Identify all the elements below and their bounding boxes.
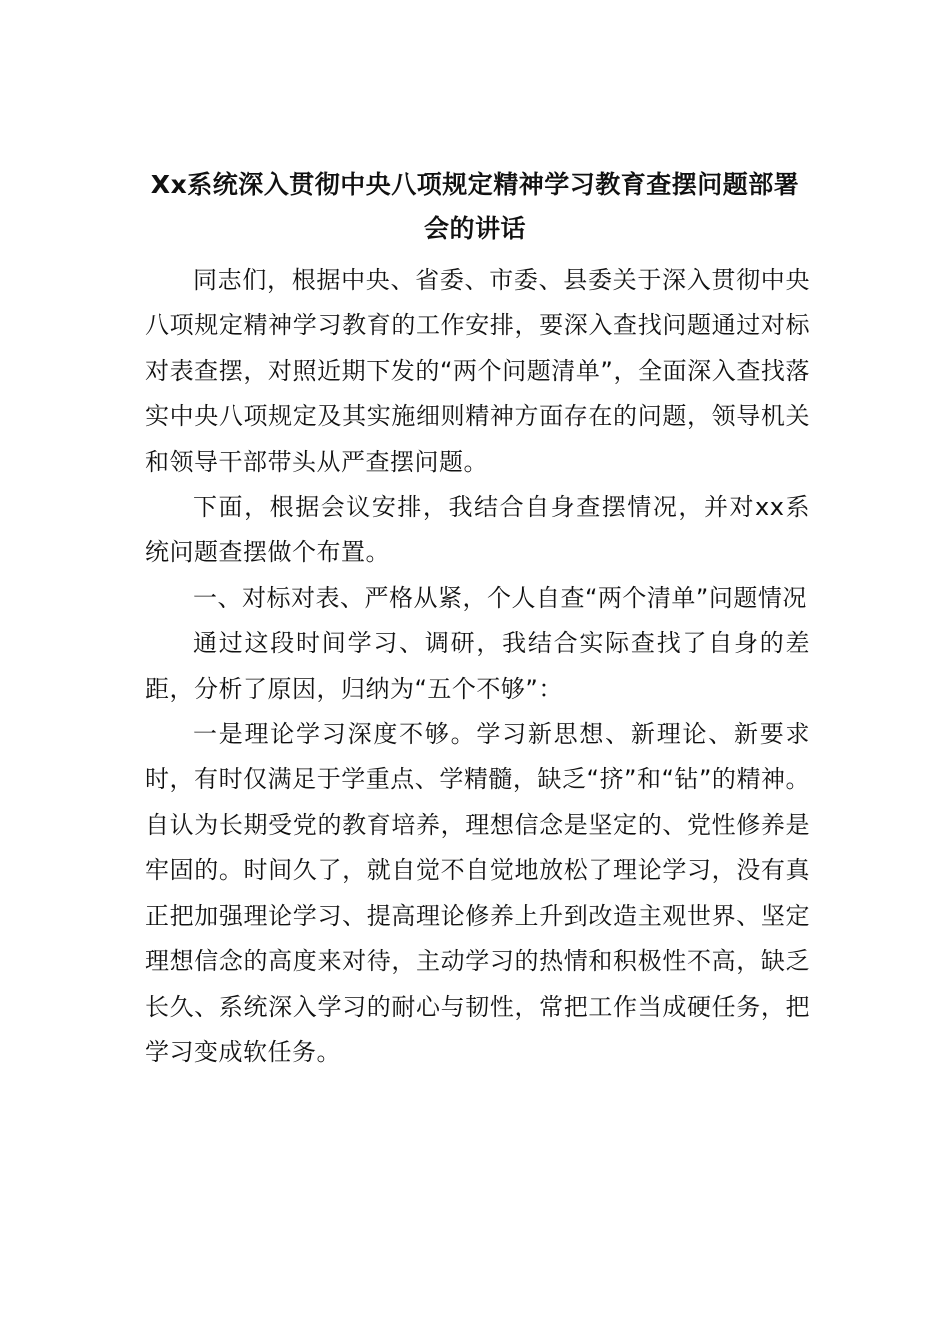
document-body	[145, 258, 810, 1075]
section-heading-one: 一、对标对表、严格从紧，个人自查“两个清单”问题情况	[193, 583, 807, 612]
paragraph-arrangement: 下面，根据会议安排，我结合自身查摆情况，并对xx系统问题查摆做个布置。	[145, 493, 810, 567]
paragraph-summary: 通过这段时间学习、调研，我结合实际查找了自身的差距，分析了原因，归纳为“五个不够”：	[145, 629, 810, 703]
paragraph-greeting: 同志们，根据中央、省委、市委、县委关于深入贯彻中央八项规定精神学习教育的工作安排，要深入查找问题通过对标对表查摆，对照近期下发的“两个问题清单”，全面深入查找落实中央八项规定及其实施细则精神方面存在的问题，领导机关和领导干部带头从严查摆问题。	[145, 266, 810, 476]
document-title: Xx系统深入贯彻中央八项规定精神学习教育查摆问题部署会的讲话	[150, 169, 800, 243]
paragraph-point-one: 一是理论学习深度不够。学习新思想、新理论、新要求时，有时仅满足于学重点、学精髓，缺乏“挤”和“钻”的精神。自认为长期受党的教育培养，理想信念是坚定的、党性修养是牢固的。时间久了，就自觉不自觉地放松了理论学习，没有真正把加强理论学习、提高理论修养上升到改造主观世界、坚定理想信念的高度来对待，主动学习的热情和积极性不高，缺乏长久、系统深入学习的耐心与韧性，常把工作当成硬任务，把学习变成软任务。	[145, 720, 810, 1066]
